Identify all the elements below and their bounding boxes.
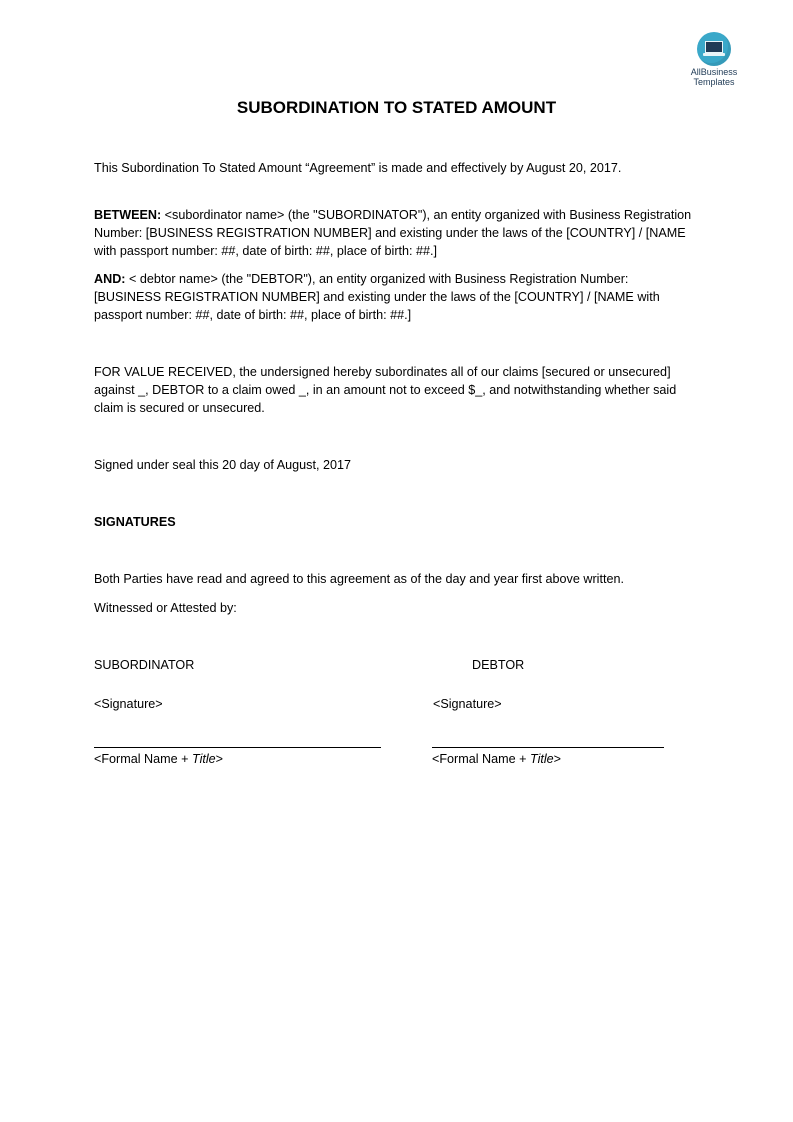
and-text: < debtor name> (the "DEBTOR"), an entity organized with Business Registration Number: [BUSINESS REGISTRATION NUMBER] and existing under the laws of the [COUNTRY] / [NAME with passport number: ##, date of birth: ##, place of birth: ##.] [94, 272, 660, 322]
between-text: <subordinator name> (the "SUBORDINATOR"), an entity organized with Business Registration Number: [BUSINESS REGISTRATION NUMBER] and existing under the laws of the [COUNTRY] / [NAME with passport number: ##, date of birth: ##, place of birth: ##.] [94, 208, 692, 258]
logo-text [686, 68, 742, 87]
value-received-paragraph: FOR VALUE RECEIVED, the undersigned hereby subordinates all of our claims [secured or unsecured] against _, DEBTOR to a claim owed _, in an amount not to exceed $_, and notwithstanding whether said claim is secured or unsecured. [94, 365, 677, 415]
right-signature-placeholder: <Signature> [433, 697, 502, 711]
right-title-text: Title [529, 752, 554, 766]
left-close: > [215, 752, 224, 766]
right-signature-line [432, 747, 664, 748]
left-party-label: SUBORDINATOR [94, 658, 195, 672]
right-formal-name [432, 750, 561, 768]
right-party-label: DEBTOR [472, 658, 525, 672]
and-paragraph [94, 270, 696, 324]
right-close: > [553, 752, 562, 766]
left-signature-placeholder: <Signature> [94, 697, 163, 711]
between-label: BETWEEN: [94, 208, 162, 222]
witnessed-line: Witnessed or Attested by: [94, 601, 237, 615]
left-formal-name [94, 750, 223, 768]
left-title-text: Title [191, 752, 216, 766]
signed-under-seal: Signed under seal this 20 day of August, 2017 [94, 458, 351, 472]
logo-line1: AllBusiness [690, 67, 738, 77]
and-label: AND: [94, 272, 126, 286]
signatures-heading: SIGNATURES [94, 515, 176, 529]
left-signature-line [94, 747, 381, 748]
logo-line2: Templates [693, 76, 735, 87]
right-name-text: <Formal Name + [432, 752, 530, 766]
laptop-icon [697, 32, 731, 66]
between-paragraph [94, 206, 696, 260]
intro-paragraph: This Subordination To Stated Amount “Agreement” is made and effectively by August 20, 2017. [94, 161, 622, 175]
agreed-paragraph: Both Parties have read and agreed to this agreement as of the day and year first above written. [94, 572, 624, 586]
document-title: SUBORDINATION TO STATED AMOUNT [236, 98, 557, 117]
left-name-text: <Formal Name + [94, 752, 192, 766]
